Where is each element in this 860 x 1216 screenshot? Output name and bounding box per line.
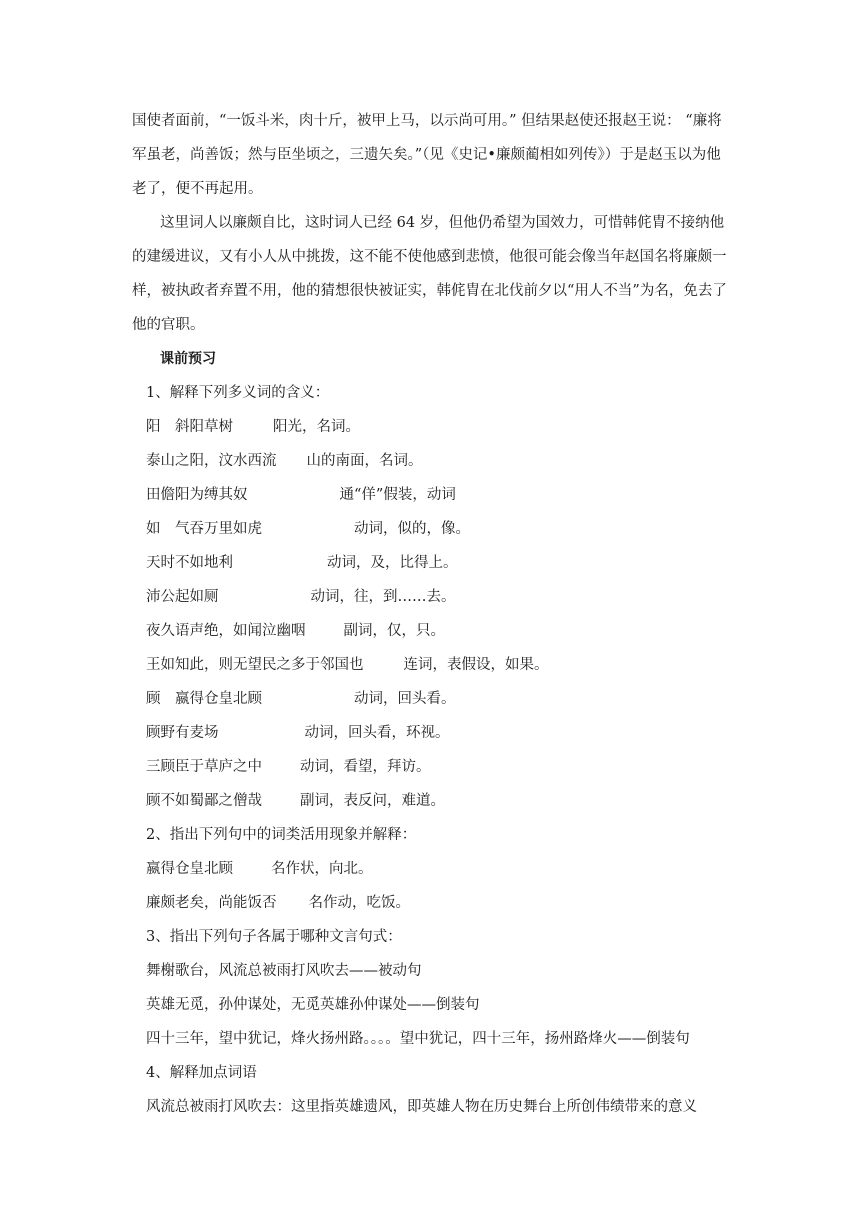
- answer-line: 四十三年，望中犹记，烽火扬州路。。。。望中犹记，四十三年，扬州路烽火——倒装句: [146, 1031, 690, 1047]
- definition-text: 名作动，吃饭。: [308, 895, 410, 911]
- example-sentence: 嬴得仓皇北顾: [146, 861, 233, 877]
- paragraph: 这里词人以廉颇自比，这时词人已经 64 岁，但他仍希望为国效力，可惜韩侂胄不接纳他的建缓进议，又有小人从中挑拨，这不能不使他感到悲愤，他很可能会像当年赵国名将廉颇一样，被执政者弃置不用，他的猜想很快被证实，韩侂胄在北伐前夕以“用人不当”为名，免去了他的官职。: [132, 215, 727, 333]
- example-sentence: 如 气吞万里如虎: [146, 521, 262, 537]
- definition-text: 名作状，向北。: [271, 861, 373, 877]
- question-title: 2、指出下列句中的词类活用现象并解释：: [146, 827, 417, 843]
- definition-line: [132, 580, 732, 614]
- definition-line: [132, 410, 732, 444]
- definition-text: 动词，看望，拜访。: [300, 759, 431, 775]
- question-title: 1、解释下列多义词的含义：: [146, 385, 330, 401]
- definition-line: [132, 512, 732, 546]
- answer-line: 英雄无觅，孙仲谋处，无觅英雄孙仲谋处——倒装句: [146, 997, 480, 1013]
- definition-line: [132, 750, 732, 784]
- q1-list: [132, 410, 732, 818]
- definition-line: [132, 546, 732, 580]
- definition-text: 动词，回头看。: [354, 691, 456, 707]
- definition-line: [132, 852, 732, 886]
- example-sentence: 顾不如蜀鄙之僧哉: [146, 793, 262, 809]
- definition-line: [132, 682, 732, 716]
- definition-text: 阳光，名词。: [273, 419, 360, 435]
- q3-list: [132, 954, 732, 1056]
- definition-text: 动词，回头看，环视。: [304, 725, 450, 741]
- section-heading: 课前预习: [160, 351, 216, 367]
- example-sentence: 廉颇老矣，尚能饭否: [146, 895, 277, 911]
- example-sentence: 顾 嬴得仓皇北顾: [146, 691, 262, 707]
- definition-text: 动词，及，比得上。: [327, 555, 458, 571]
- definition-line: [132, 648, 732, 682]
- q2-list: [132, 852, 732, 920]
- question-title: 3、指出下列句子各属于哪种文言句式：: [146, 929, 402, 945]
- definition-text: 副词，表反问，难道。: [300, 793, 445, 809]
- example-sentence: 三顾臣于草庐之中: [146, 759, 262, 775]
- definition-line: [132, 614, 732, 648]
- document-body: [132, 104, 732, 1124]
- definition-line: [132, 886, 732, 920]
- definition-line: [132, 784, 732, 818]
- definition-text: 动词，似的，像。: [354, 521, 470, 537]
- example-sentence: 沛公起如厕: [146, 589, 219, 605]
- definition-line: [132, 716, 732, 750]
- definition-line: [132, 478, 732, 512]
- example-sentence: 夜久语声绝，如闻泣幽咽: [146, 623, 306, 639]
- definition-text: 副词，仅，只。: [343, 623, 445, 639]
- answer-line: 舞榭歌台，风流总被雨打风吹去——被动句: [146, 963, 422, 979]
- example-sentence: 泰山之阳，汶水西流: [146, 453, 277, 469]
- q4-list: [132, 1090, 732, 1124]
- answer-line: 风流总被雨打风吹去：这里指英雄遗风，即英雄人物在历史舞台上所创伟绩带来的意义: [146, 1099, 697, 1115]
- definition-text: 动词，往，到……去。: [310, 589, 456, 605]
- paragraph: 国使者面前，“一饭斗米，肉十斤，被甲上马，以示尚可用。” 但结果赵使还报赵王说： “廉将军虽老，尚善饭；然与臣坐顷之，三遗矢矣。”（见《史记•廉颇蔺相如列传》）于是赵玉以为他老了，便不再起用。: [132, 113, 722, 197]
- definition-text: 山的南面，名词。: [306, 453, 423, 469]
- example-sentence: 天时不如地利: [146, 555, 233, 571]
- definition-text: 通“佯”假装，动词: [339, 487, 456, 503]
- example-sentence: 阳 斜阳草树: [146, 419, 233, 435]
- question-title: 4、解释加点词语: [146, 1065, 257, 1081]
- definition-line: [132, 444, 732, 478]
- example-sentence: 田儋阳为缚其奴: [146, 487, 248, 503]
- example-sentence: 顾野有麦场: [146, 725, 219, 741]
- example-sentence: 王如知此，则无望民之多于邻国也: [146, 657, 364, 673]
- definition-text: 连词，表假设，如果。: [403, 657, 549, 673]
